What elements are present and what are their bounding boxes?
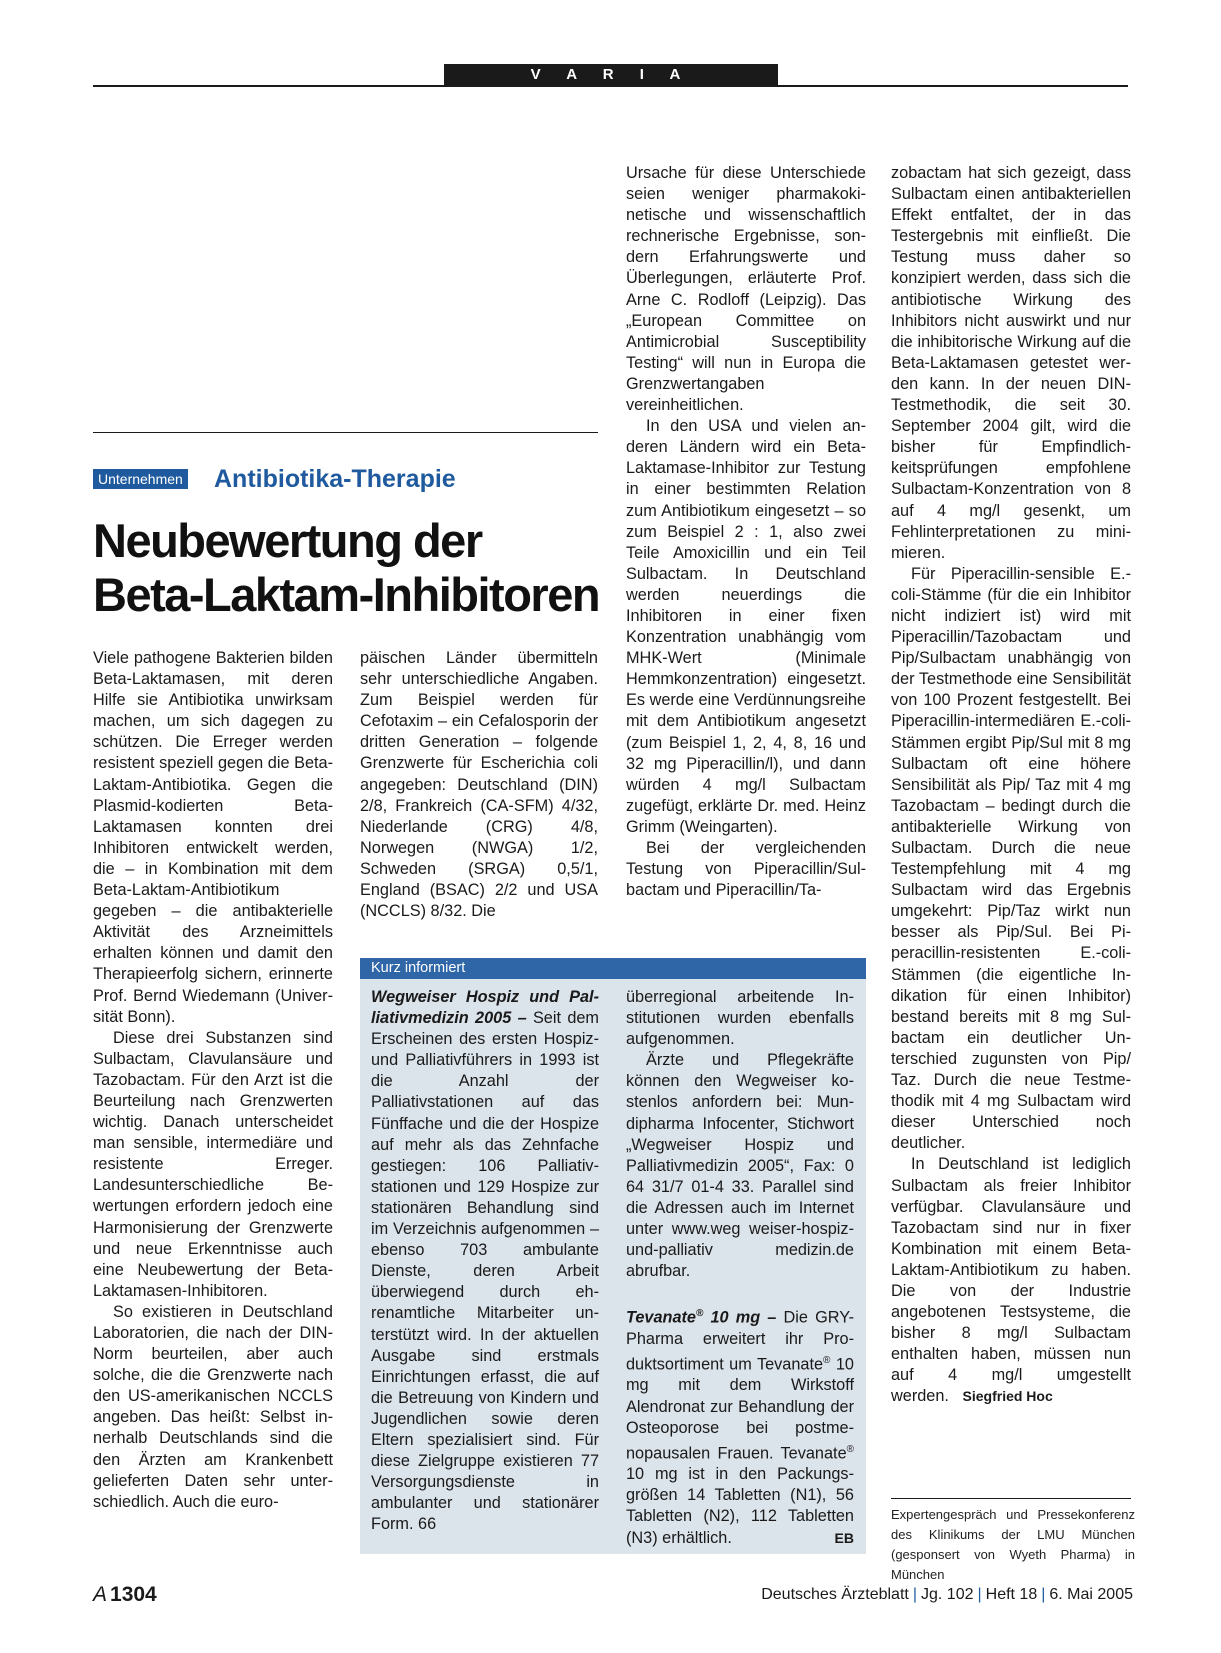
page-number-value: 1304: [110, 1583, 157, 1606]
paragraph: So existieren in Deutschland Laboratorien, die nach der DIN-Norm beurteilen, aber auch solche, die die Grenzwerte nach den US-amerikanischen NCCLS angeben. Das heißt: Selbst innerhalb Deutschlands sind die den Ärzten am Krankenbett gelieferten Daten sehr unterschiedlich. Auch die euro-: [93, 1302, 333, 1511]
news-box-header: Kurz informiert: [360, 958, 866, 979]
article-column-1: [93, 648, 333, 1513]
news-item-tevanate: [626, 1303, 854, 1548]
news-box-column-1: [371, 987, 599, 1535]
paragraph: Bei der vergleichenden Testung von Piperacillin/Sulbactam und Piperacillin/Ta-: [626, 839, 866, 900]
category-tag: Unternehmen: [93, 469, 188, 489]
news-item-lead: Wegweiser Hospiz und Palliativmedizin 2005 –: [371, 988, 599, 1028]
news-item-lead-rest: 10 mg –: [703, 1308, 777, 1327]
news-item-body: Die GRY-Pharma erweitert ihr Produktsortiment um Tevanate: [626, 1308, 854, 1374]
news-item-signature: EB: [834, 1529, 854, 1546]
separator: |: [1041, 1586, 1046, 1603]
paragraph: päischen Länder übermitteln sehr unterschiedliche Angaben. Zum Beispiel werden für Cefotaxim – ein Cefalosporin der dritten Generation – folgende Grenzwerte für Escherichia coli angegeben: Deutschland (DIN) 2/8, Frankreich (CA-SFM) 4/32, Niederlande (CRG) 4/8, Norwegen (NWGA) 1/2, Schweden (SRGA) 0,5/1, England (BSAC) 2/2 und USA (NCCLS) 8/32. Die: [360, 649, 598, 921]
page-prefix: A: [93, 1583, 108, 1606]
author-signature: Siegfried Hoc: [962, 1388, 1053, 1405]
article-headline: [93, 514, 613, 622]
article-column-3: [626, 163, 866, 901]
paragraph-text: In Deutschland ist lediglich Sulbactam als freier Inhibitor verfügbar. Clavulansäure und Tazobactam sind nur in fixer Kombination mit einem Beta-Laktam-Antibiotikum zu haben. Die von der Industrie angebotenen Testsysteme, die bisher 8 mg/l Sulbactam enthalten haben, müssen nun auf 4 mg/l umgestellt werden.: [891, 1155, 1131, 1406]
paragraph: In den USA und vielen anderen Ländern wird ein Beta-Laktamase-Inhibitor zur Testung in einer bestimmten Relation zum Antibiotikum eingesetzt – so zum Beispiel 2 : 1, also zwei Teile Amoxicillin und ein Teil Sulbactam. In Deutschland werden neuerdings die Inhibitoren in einer fixen Konzentration unabhängig vom MHK-Wert (Minimale Hemmkonzentration) eingesetzt. Es werde eine Verdünnungsreihe mit dem Antibiotikum angesetzt (zum Beispiel 1, 2, 4, 8, 16 und 32 mg Piperacillin/l), und dann würden 4 mg/l Sulbactam zugefügt, erklärte Dr. med. Heinz Grimm (Weingarten).: [626, 417, 866, 836]
news-item-body: 10 mg ist in den Packungsgrößen 14 Tabletten (N1), 56 Tabletten (N2), 112 Tabletten (N3) erhältlich.: [626, 1465, 854, 1547]
article-column-2: [360, 648, 598, 922]
paragraph: Diese drei Substanzen sind Sulbactam, Clavulansäure und Tazobactam. Für den Arzt ist die Beurteilung nach Grenzwerten wichtig. Danach unterscheidet man sensible, intermediäre und resistente Erreger. Landesunterschiedliche Bewertungen erfordern jedoch eine Harmonisierung der Grenzwerte und neue Erkenntnisse auch eine Neubewertung der Beta-Laktamasen-Inhibitoren.: [93, 1028, 333, 1300]
news-box: [360, 958, 866, 1554]
journal-name: Deutsches Ärzteblatt: [761, 1586, 909, 1603]
registered-mark: ®: [695, 1308, 704, 1320]
headline-line-2: Beta-Laktam-Inhibitoren: [93, 568, 600, 621]
separator: |: [912, 1586, 917, 1603]
registered-mark: ®: [846, 1443, 854, 1455]
news-box-column-2: [626, 987, 854, 1549]
page-number: [93, 1583, 157, 1607]
article-footnote: Expertengespräch und Pressekonferenz des Klinikums der LMU München (gesponsert von Wyeth Pharma) in München: [891, 1507, 1135, 1582]
article-kicker: Antibiotika-Therapie: [214, 465, 456, 493]
news-item-lead: Tevanate: [626, 1308, 696, 1327]
news-item-body: Seit dem Erscheinen des ersten Hospiz- und Palliativführers in 1993 ist die Anzahl der Palliativstationen auf das Fünffache und die der Hospize auf mehr als das Zehnfache gestiegen: 106 Palliativstationen und 129 Hospize zur stationären Behandlung sind im Verzeichnis aufgenommen – ebenso 703 ambulante Dienste, deren Arbeit überwiegend durch ehrenamtliche Mitarbeiter unterstützt wird. In der aktuellen Ausgabe sind erstmals Einrichtungen erfasst, die auf die Betreuung von Kindern und Jugendlichen sowie deren Eltern spezialisiert sind. Für diese Zielgruppe existieren 77 Versorgungsdienste in ambulanter und stationärer Form. 66: [371, 1009, 599, 1534]
paragraph: Viele pathogene Bakterien bilden Beta-Laktamasen, mit deren Hilfe sie Antibiotika unwirksam machen, um sich dagegen zu schützen. Die Erreger werden resistent speziell gegen die Beta-Laktam-Antibiotika. Gegen die Plasmid-kodierten Beta-Laktamasen konnten drei Inhibitoren entwickelt werden, die – in Kombination mit dem Beta-Laktam-Antibiotikum gegeben – die antibakterielle Aktivität des Arzneimittels erhalten können und damit den Therapieerfolg sichern, erinnerte Prof. Bernd Wiedemann (Universität Bonn).: [93, 649, 333, 1026]
headline-line-1: Neubewertung der: [93, 514, 482, 567]
paragraph: zobactam hat sich gezeigt, dass Sulbactam einen antibakteriellen Effekt entfaltet, der in das Testergebnis mit einfließt. Die Testung muss daher so konzipiert werden, dass sich die antibiotische Wirkung des Inhibitors nicht auswirkt und nur die inhibitorische Wirkung auf die Beta-Laktamasen getestet werden kann. In der neuen DIN-Testmethodik, die seit 30. September 2004 gilt, wird die bisher für Empfindlichkeitsprüfungen empfohlene Sulbactam-Konzentration von 8 auf 4 mg/l gesenkt, um Fehlinterpretationen zu minimieren.: [891, 164, 1131, 562]
journal-volume: Jg. 102: [921, 1586, 974, 1603]
section-label: V A R I A: [444, 64, 778, 86]
separator: |: [977, 1586, 982, 1603]
paragraph: Für Piperacillin-sensible E.-coli-Stämme (für die ein Inhibitor nicht indiziert ist) wird mit Piperacillin/Tazobactam und Pip/Sulbactam unabhängig von der Testmethode eine Sensibilität von 100 Prozent festgestellt. Bei Piperacillin-intermediären E.-coli-Stämmen ergibt Pip/Sul mit 8 mg Sulbactam oft eine höhere Sensibilität als Pip/ Taz mit 4 mg Tazobactam – bedingt durch die antibakterielle Wirkung von Sulbactam. Durch die neue Testempfehlung mit 4 mg Sulbactam wird das Ergebnis umgekehrt: Pip/Taz wirkt nun besser als Pip/Sul. Bei Piperacillin-resistenten E.-coli-Stämmen (die eigentliche Indikation für einen Inhibitor) bestand bereits mit 8 mg Sulbactam ein deutlicher Unterschied zugunsten von Pip/ Taz. Durch die neue Testmethodik mit 4 mg Sulbactam wird dieser Unterschied noch deutlicher.: [891, 564, 1131, 1153]
registered-mark: ®: [823, 1354, 831, 1366]
heading-rule: [93, 432, 598, 433]
journal-issue: Heft 18: [985, 1586, 1038, 1603]
footnote-rule: [891, 1498, 1131, 1499]
news-item-wegweiser: [371, 987, 599, 1535]
news-item-body: 10 mg mit dem Wirkstoff Alendronat zur Behandlung der Osteoporose bei postmenopausalen Frauen. Tevanate: [626, 1355, 854, 1463]
paragraph: Ursache für diese Unterschiede seien weniger pharmakokinetische und wissenschaftlich rechnerische Ergebnisse, sondern Erfahrungswerte und Überlegungen, erläuterte Prof. Arne C. Rodloff (Leipzig). Das „European Committee on Antimicrobial Susceptibility Testing“ will nun in Europa die Grenzwertangaben vereinheitlichen.: [626, 164, 866, 415]
footer-citation: [761, 1586, 1133, 1604]
news-item-continuation: Ärzte und Pflegekräfte können den Wegweiser kostenlos anfordern bei: Mundipharma Infocenter, Stichwort „Wegweiser Hospiz und Palliativmedizin 2005“, Fax: 0 64 31/7 01-4 33. Parallel sind die Adressen auch im Internet unter www.weg weiser-hospiz-und-palliativ medizin.de abrufbar.: [626, 1051, 854, 1281]
article-column-4: [891, 163, 1131, 1408]
paragraph: [891, 1154, 1131, 1407]
journal-date: 6. Mai 2005: [1049, 1586, 1133, 1603]
news-item-continuation: überregional arbeitende Institutionen wurden ebenfalls aufgenommen.: [626, 988, 854, 1049]
